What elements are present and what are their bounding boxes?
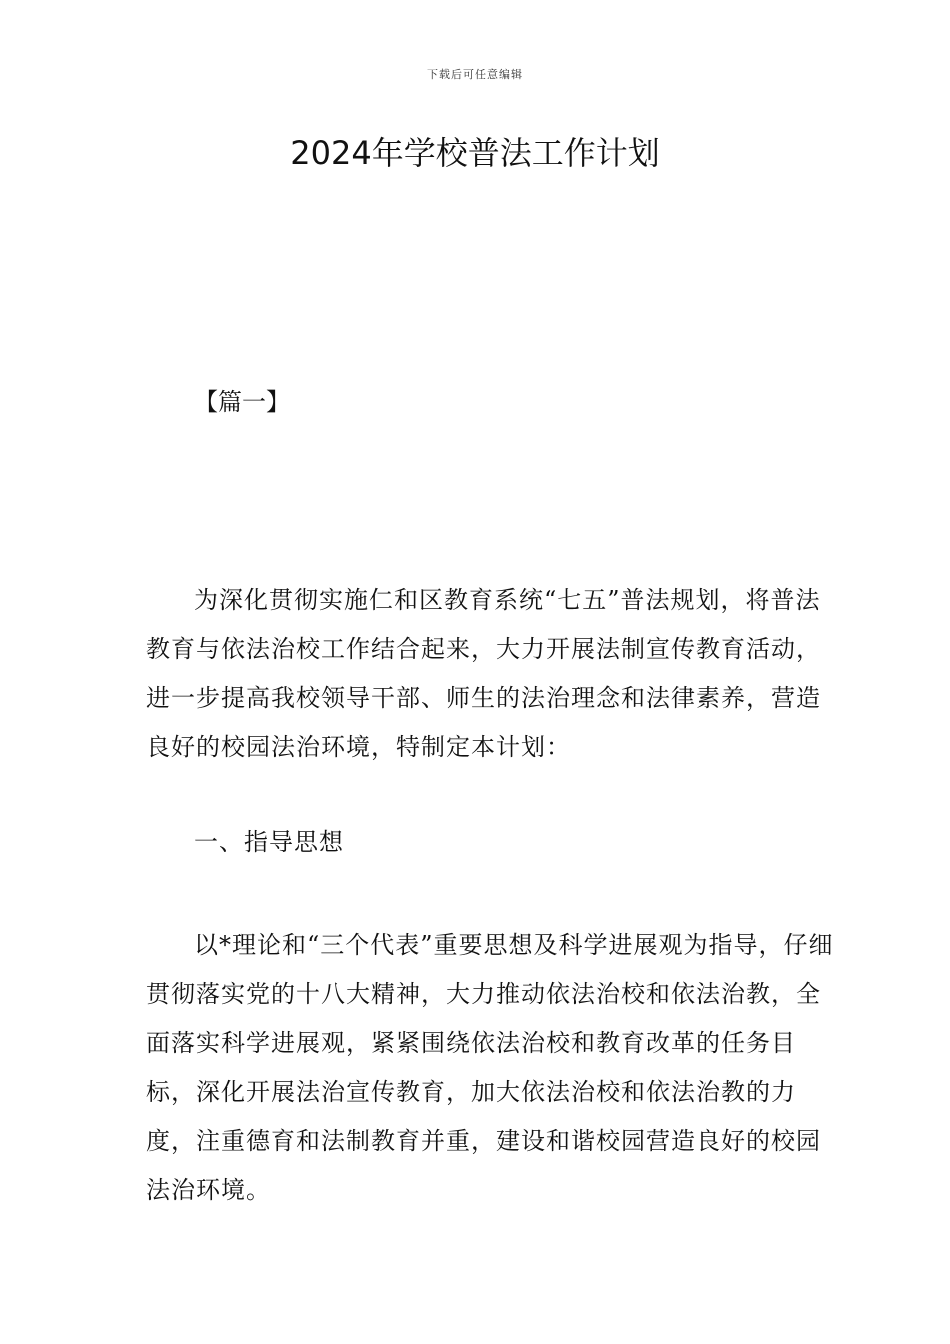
section-tag: 【篇一】 xyxy=(194,388,290,416)
paragraph-guiding-ideology: 以*理论和“三个代表”重要思想及科学进展观为指导，仔细贯彻落实党的十八大精神，大力推动依法治校和依法治教，全面落实科学进展观，紧紧围绕依法治校和教育改革的任务目标，深化开展法治宣传教育，加大依法治校和依法治教的力度，注重德育和法制教育并重，建设和谐校园营造良好的校园法治环境。 xyxy=(146,931,834,1204)
header-note: 下载后可任意编辑 xyxy=(427,68,523,81)
document-title: 2024年学校普法工作计划 xyxy=(290,134,660,172)
section-heading-guiding-ideology: 一、指导思想 xyxy=(194,828,344,856)
paragraph-intro: 为深化贯彻实施仁和区教育系统“七五”普法规划，将普法教育与依法治校工作结合起来，大力开展法制宣传教育活动，进一步提高我校领导干部、师生的法治理念和法律素养，营造良好的校园法治环境，特制定本计划： xyxy=(146,586,821,761)
